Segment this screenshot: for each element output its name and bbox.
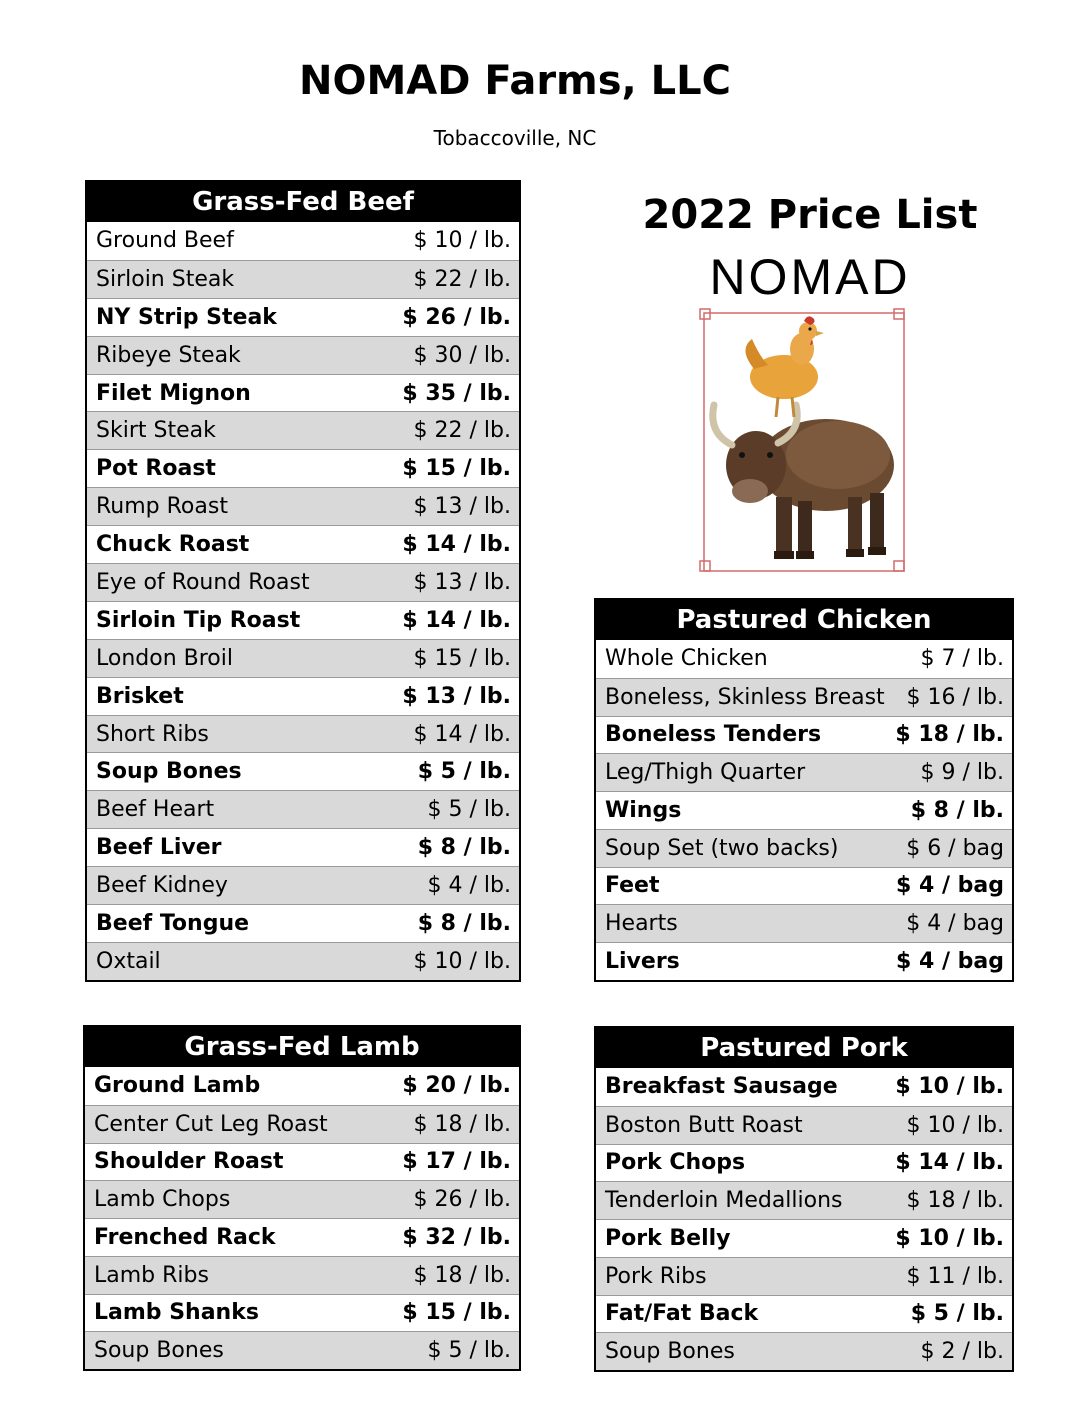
item-price: $ 18 / lb.	[413, 1111, 511, 1137]
item-name: Eye of Round Roast	[96, 569, 310, 595]
item-price: $ 13 / lb.	[413, 569, 511, 595]
lamb-table-row	[85, 1294, 519, 1332]
item-name: Filet Mignon	[96, 380, 251, 406]
item-price: $ 11 / lb.	[906, 1263, 1004, 1289]
item-name: Brisket	[96, 683, 184, 709]
item-price: $ 10 / lb.	[895, 1225, 1004, 1251]
lamb-table-row	[85, 1218, 519, 1256]
pork-table-row	[596, 1219, 1012, 1257]
item-name: Breakfast Sausage	[605, 1074, 838, 1100]
chicken-table-row	[596, 678, 1012, 716]
item-price: $ 4 / bag	[896, 949, 1004, 974]
pork-price-table	[594, 1026, 1014, 1372]
item-name: Tenderloin Medallions	[605, 1188, 843, 1214]
item-price: $ 18 / lb.	[413, 1262, 511, 1288]
chicken-table-row	[596, 829, 1012, 867]
item-name: Frenched Rack	[94, 1224, 276, 1250]
item-name: Feet	[605, 873, 660, 899]
beef-table-row	[87, 790, 519, 828]
item-price: $ 15 / lb.	[402, 1300, 511, 1326]
item-name: Lamb Shanks	[94, 1300, 259, 1326]
beef-table-row	[87, 374, 519, 412]
pork-table-header: Pastured Pork	[596, 1028, 1012, 1068]
item-name: Beef Liver	[96, 835, 222, 861]
item-price: $ 9 / lb.	[920, 760, 1004, 786]
item-name: Pork Ribs	[605, 1263, 707, 1289]
beef-table-header: Grass-Fed Beef	[87, 182, 519, 222]
pork-table-row	[596, 1068, 1012, 1106]
chicken-price-table	[594, 598, 1014, 982]
item-price: $ 22 / lb.	[413, 266, 511, 292]
beef-table-row	[87, 260, 519, 298]
item-price: $ 15 / lb.	[402, 456, 511, 482]
item-price: $ 8 / lb.	[910, 797, 1004, 823]
item-name: Whole Chicken	[605, 646, 768, 672]
item-price: $ 14 / lb.	[895, 1150, 1004, 1176]
item-name: Beef Heart	[96, 797, 215, 823]
item-name: Wings	[605, 797, 682, 823]
item-price: $ 8 / lb.	[417, 910, 511, 936]
item-name: Hearts	[605, 911, 678, 937]
item-name: Soup Bones	[94, 1338, 224, 1364]
farm-title: NOMAD Farms, LLC	[298, 58, 731, 104]
chicken-table-row	[596, 942, 1012, 980]
item-price: $ 26 / lb.	[413, 1187, 511, 1213]
item-price: $ 16 / lb.	[906, 684, 1004, 710]
chicken-table-row	[596, 753, 1012, 791]
logo-wordmark: NOMAD	[709, 249, 911, 305]
price-list-title: 2022 Price List	[642, 192, 978, 238]
beef-table-row	[87, 298, 519, 336]
pork-table-row	[596, 1181, 1012, 1219]
beef-table-row	[87, 752, 519, 790]
pork-table-row	[596, 1295, 1012, 1333]
item-price: $ 5 / lb.	[417, 759, 511, 785]
item-price: $ 5 / lb.	[427, 1338, 511, 1364]
lamb-table-header: Grass-Fed Lamb	[85, 1027, 519, 1067]
item-price: $ 30 / lb.	[413, 342, 511, 368]
item-price: $ 13 / lb.	[413, 494, 511, 520]
item-name: Ribeye Steak	[96, 342, 241, 368]
item-price: $ 22 / lb.	[413, 418, 511, 444]
item-name: Fat/Fat Back	[605, 1301, 759, 1327]
item-name: Center Cut Leg Roast	[94, 1111, 328, 1137]
item-name: Pork Chops	[605, 1150, 746, 1176]
item-name: Sirloin Tip Roast	[96, 607, 301, 633]
beef-table-row	[87, 601, 519, 639]
farm-location: Tobaccoville, NC	[433, 126, 597, 150]
item-name: Boneless Tenders	[605, 722, 822, 748]
item-price: $ 13 / lb.	[402, 683, 511, 709]
beef-table-row	[87, 487, 519, 525]
item-price: $ 4 / lb.	[427, 873, 511, 899]
item-name: Short Ribs	[96, 721, 209, 747]
item-price: $ 10 / lb.	[906, 1112, 1004, 1138]
pork-table-row	[596, 1144, 1012, 1182]
item-price: $ 14 / lb.	[413, 721, 511, 747]
item-price: $ 14 / lb.	[402, 607, 511, 633]
beef-table-row	[87, 639, 519, 677]
lamb-table-row	[85, 1256, 519, 1294]
item-name: Pork Belly	[605, 1225, 731, 1251]
item-name: Soup Bones	[605, 1339, 735, 1365]
item-name: Lamb Chops	[94, 1187, 231, 1213]
item-name: Chuck Roast	[96, 532, 250, 558]
beef-table-row	[87, 449, 519, 487]
beef-table-row	[87, 715, 519, 753]
beef-table-row	[87, 222, 519, 260]
item-name: London Broil	[96, 645, 233, 671]
beef-table-row	[87, 866, 519, 904]
item-name: Ground Beef	[96, 228, 234, 254]
chicken-table-row	[596, 791, 1012, 829]
beef-table-row	[87, 828, 519, 866]
item-name: Pot Roast	[96, 456, 216, 482]
item-name: Boneless, Skinless Breast	[605, 684, 885, 710]
lamb-table-row	[85, 1331, 519, 1369]
pork-table-row	[596, 1257, 1012, 1295]
item-price: $ 18 / lb.	[895, 722, 1004, 748]
item-price: $ 10 / lb.	[413, 948, 511, 974]
item-name: NY Strip Steak	[96, 304, 277, 330]
item-price: $ 17 / lb.	[402, 1149, 511, 1175]
beef-table-row	[87, 677, 519, 715]
lamb-price-table	[83, 1025, 521, 1371]
lamb-table-row	[85, 1067, 519, 1105]
chicken-table-header: Pastured Chicken	[596, 600, 1012, 640]
pork-table-row	[596, 1332, 1012, 1370]
item-price: $ 4 / bag	[906, 911, 1004, 937]
item-name: Soup Set (two backs)	[605, 835, 839, 861]
item-price: $ 7 / lb.	[920, 646, 1004, 672]
item-name: Beef Tongue	[96, 910, 250, 936]
item-price: $ 20 / lb.	[402, 1073, 511, 1099]
beef-table-row	[87, 942, 519, 980]
item-price: $ 2 / lb.	[920, 1339, 1004, 1365]
item-price: $ 10 / lb.	[895, 1074, 1004, 1100]
item-price: $ 14 / lb.	[402, 532, 511, 558]
item-name: Shoulder Roast	[94, 1149, 284, 1175]
item-price: $ 10 / lb.	[413, 228, 511, 254]
item-name: Skirt Steak	[96, 418, 216, 444]
beef-table-row	[87, 411, 519, 449]
item-name: Leg/Thigh Quarter	[605, 760, 806, 786]
chicken-table-row	[596, 640, 1012, 678]
item-price: $ 18 / lb.	[906, 1188, 1004, 1214]
item-price: $ 4 / bag	[896, 873, 1004, 899]
chicken-table-row	[596, 716, 1012, 754]
item-name: Rump Roast	[96, 494, 228, 520]
lamb-table-row	[85, 1180, 519, 1218]
chicken-on-yak-logo-icon	[698, 305, 910, 577]
item-price: $ 32 / lb.	[402, 1224, 511, 1250]
item-name: Sirloin Steak	[96, 266, 235, 292]
item-name: Beef Kidney	[96, 873, 228, 899]
item-name: Lamb Ribs	[94, 1262, 209, 1288]
item-price: $ 35 / lb.	[402, 380, 511, 406]
item-name: Soup Bones	[96, 759, 242, 785]
item-price: $ 6 / bag	[906, 835, 1004, 861]
chicken-table-row	[596, 904, 1012, 942]
item-price: $ 15 / lb.	[413, 645, 511, 671]
item-price: $ 5 / lb.	[910, 1301, 1004, 1327]
lamb-table-row	[85, 1143, 519, 1181]
chicken-table-row	[596, 867, 1012, 905]
lamb-table-row	[85, 1105, 519, 1143]
item-name: Ground Lamb	[94, 1073, 261, 1099]
item-name: Livers	[605, 949, 680, 974]
item-price: $ 8 / lb.	[417, 835, 511, 861]
item-name: Boston Butt Roast	[605, 1112, 803, 1138]
beef-table-row	[87, 525, 519, 563]
pork-table-row	[596, 1106, 1012, 1144]
beef-table-row	[87, 336, 519, 374]
item-price: $ 5 / lb.	[427, 797, 511, 823]
item-name: Oxtail	[96, 948, 161, 974]
beef-table-row	[87, 904, 519, 942]
item-price: $ 26 / lb.	[402, 304, 511, 330]
beef-price-table	[85, 180, 521, 982]
beef-table-row	[87, 563, 519, 601]
